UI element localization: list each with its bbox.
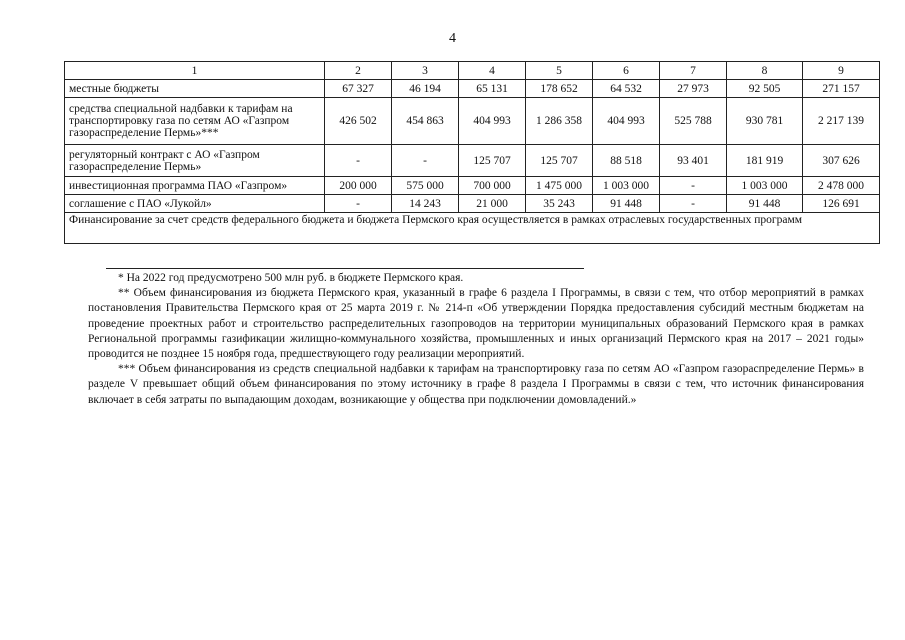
table-cell: 1 286 358 [526,98,593,145]
header-cell: 3 [392,62,459,80]
table-cell: 404 993 [459,98,526,145]
table-cell: 426 502 [325,98,392,145]
table-cell: 125 707 [526,145,593,177]
table-cell: - [325,195,392,213]
table-cell: - [392,145,459,177]
table-cell: 91 448 [593,195,660,213]
table-cell: 125 707 [459,145,526,177]
table-cell: 14 243 [392,195,459,213]
row-label: инвестиционная программа ПАО «Газпром» [65,177,325,195]
financing-table [64,61,880,244]
table-header-row [65,62,880,80]
table-cell: 93 401 [660,145,727,177]
footnotes [88,271,864,408]
table-cell: 307 626 [803,145,880,177]
page-number: 4 [449,31,456,46]
table-cell: 88 518 [593,145,660,177]
table-row [65,145,880,177]
header-cell: 8 [727,62,803,80]
table-cell: - [325,145,392,177]
table-cell: 525 788 [660,98,727,145]
table-cell: 27 973 [660,80,727,98]
row-label: местные бюджеты [65,80,325,98]
table-cell: 1 003 000 [593,177,660,195]
table-cell: 92 505 [727,80,803,98]
header-cell: 7 [660,62,727,80]
table-row [65,98,880,145]
table-cell: 1 003 000 [727,177,803,195]
footnote-separator [106,268,584,269]
header-cell: 5 [526,62,593,80]
table-cell: 575 000 [392,177,459,195]
header-cell: 4 [459,62,526,80]
table-cell: 91 448 [727,195,803,213]
table-cell: 21 000 [459,195,526,213]
table-cell: 126 691 [803,195,880,213]
table-cell: 454 863 [392,98,459,145]
table-cell: 200 000 [325,177,392,195]
table-note-row [65,213,880,244]
footnote-1: * На 2022 год предусмотрено 500 млн руб. в бюджете Пермского края. [118,272,464,284]
footnote-3: *** Объем финансирования из средств специальной надбавки к тарифам на транспортировку газа по сетям АО «Газпром газораспределение Пермь» в разделе V превышает общий объем финансирования по этому источнику в графе 8 раздела I Программы в связи с тем, что источник финансирования включает в себя затраты по выпадающим доходам, возникающие у общества при подключении домовладений.» [88,363,864,406]
table-cell: 271 157 [803,80,880,98]
row-label: регуляторный контракт с АО «Газпром газораспределение Пермь» [65,145,325,177]
footnote-2: ** Объем финансирования из бюджета Пермского края, указанный в графе 6 раздела I Программы, в связи с тем, что отбор мероприятий в рамках постановления Правительства Пермского края от 25 марта 2019 г. № 214-п «Об утверждении Порядка предоставления субсидий местным бюджетам на проведение проектных работ и строительство распределительных газопроводов на территории муниципальных образований Пермского края в рамках Региональной программы газификации жилищно-коммунального хозяйства, промышленных и иных организаций Пермского края на 2017 – 2021 годы» проводится не позднее 15 ноября года, предшествующего году реализации мероприятий. [88,287,864,361]
table-row [65,195,880,213]
table-cell: 35 243 [526,195,593,213]
header-cell: 2 [325,62,392,80]
table-cell: - [660,177,727,195]
table-cell: 700 000 [459,177,526,195]
header-cell: 1 [65,62,325,80]
table-cell: 2 217 139 [803,98,880,145]
table-cell: 64 532 [593,80,660,98]
table-row [65,177,880,195]
table-cell: 178 652 [526,80,593,98]
table-cell: 930 781 [727,98,803,145]
table-cell: 65 131 [459,80,526,98]
table-note: Финансирование за счет средств федерального бюджета и бюджета Пермского края осуществляется в рамках отраслевых государственных программ [65,213,880,244]
table-row [65,80,880,98]
table-cell: 1 475 000 [526,177,593,195]
table-cell: 2 478 000 [803,177,880,195]
header-cell: 9 [803,62,880,80]
table-cell: - [660,195,727,213]
row-label: соглашение с ПАО «Лукойл» [65,195,325,213]
row-label: средства специальной надбавки к тарифам на транспортировку газа по сетям АО «Газпром газораспределение Пермь»*** [65,98,325,145]
header-cell: 6 [593,62,660,80]
table-cell: 404 993 [593,98,660,145]
table-cell: 181 919 [727,145,803,177]
table-cell: 67 327 [325,80,392,98]
table-cell: 46 194 [392,80,459,98]
